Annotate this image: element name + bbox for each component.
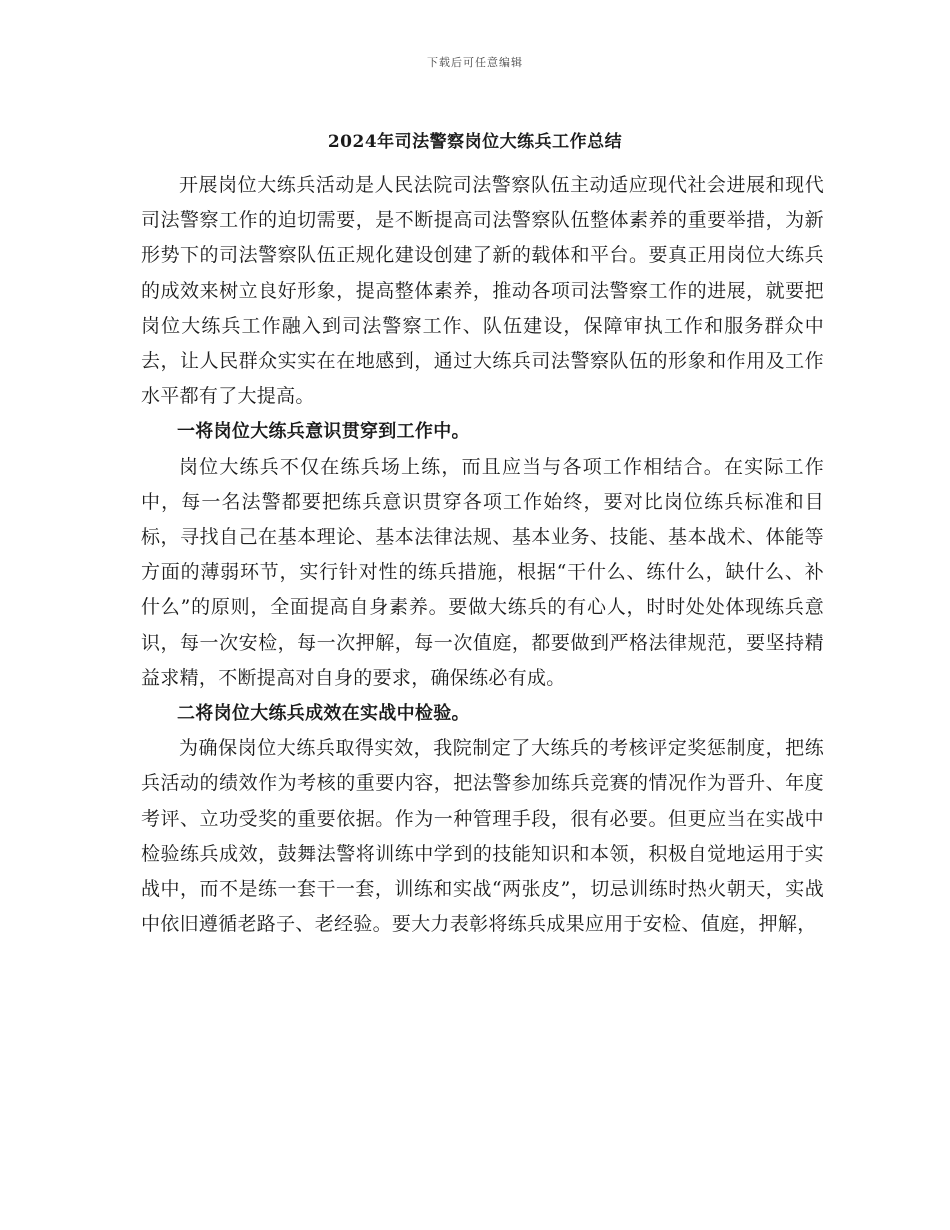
paragraph-section-2: 为确保岗位大练兵取得实效，我院制定了大练兵的考核评定奖惩制度，把练兵活动的绩效作为考核的重要内容，把法警参加练兵竞赛的情况作为晋升、年度考评、立功受奖的重要依据。作为一种管理手段，很有必要。但更应当在实战中检验练兵成效，鼓舞法警将训练中学到的技能知识和本领，积极自觉地运用于实战中，而不是练一套干一套，训练和实战“两张皮”，切忌训练时热火朝天，实战中依旧遵循老路子、老经验。要大力表彰将练兵成果应用于安检、值庭，押解， — [141, 737, 824, 936]
document-title: 2024年司法警察岗位大练兵工作总结 — [327, 132, 623, 152]
section-heading-2: 二将岗位大练兵成效在实战中检验。 — [177, 703, 470, 725]
paragraph-section-1: 岗位大练兵不仅在练兵场上练，而且应当与各项工作相结合。在实际工作中，每一名法警都要把练兵意识贯穿各项工作始终，要对比岗位练兵标准和目标，寻找自己在基本理论、基本法律法规、基本业务、技能、基本战术、体能等方面的薄弱环节，实行针对性的练兵措施，根据“干什么、练什么，缺什么、补什么”的原则，全面提高自身素养。要做大练兵的有心人，时时处处体现练兵意识，每一次安检，每一次押解，每一次值庭，都要做到严格法律规范，要坚持精益求精，不断提高对自身的要求，确保练必有成。 — [141, 455, 824, 689]
page-header: 下载后可任意编辑 — [427, 56, 523, 69]
document-body — [141, 168, 824, 942]
section-heading-1: 一将岗位大练兵意识贯穿到工作中。 — [177, 421, 470, 443]
paragraph-intro: 开展岗位大练兵活动是人民法院司法警察队伍主动适应现代社会进展和现代司法警察工作的迫切需要，是不断提高司法警察队伍整体素养的重要举措，为新形势下的司法警察队伍正规化建设创建了新的载体和平台。要真正用岗位大练兵的成效来树立良好形象，提高整体素养，推动各项司法警察工作的进展，就要把岗位大练兵工作融入到司法警察工作、队伍建设，保障审执工作和服务群众中去，让人民群众实实在在地感到，通过大练兵司法警察队伍的形象和作用及工作水平都有了大提高。 — [141, 174, 824, 408]
